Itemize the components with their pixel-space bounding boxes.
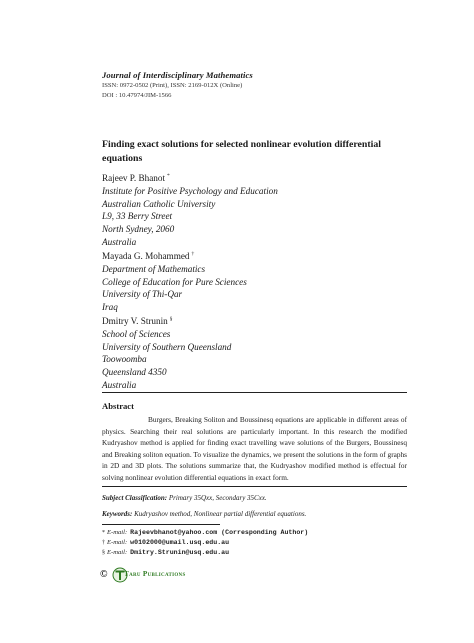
email-address[interactable]: w0102000@umail.usq.edu.au: [130, 539, 230, 546]
abstract-bottom-rule: [102, 486, 407, 487]
affiliation-line: School of Sciences: [102, 329, 171, 339]
author-name-text: Mayada G. Mohammed: [102, 251, 190, 261]
author-footnote-mark: *: [167, 173, 170, 179]
author-name: [102, 316, 173, 326]
paper-title-line-1: Finding exact solutions for selected nonlinear evolution differential: [102, 139, 381, 150]
abstract-top-rule: [102, 392, 407, 393]
journal-doi: DOI : 10.47974/JIM-1566: [102, 92, 172, 99]
affiliation-line: College of Education for Pure Sciences: [102, 276, 247, 287]
footnote-symbol: *: [102, 530, 105, 536]
affiliation-line: Department of Mathematics: [102, 264, 206, 274]
affiliation-line: Institute for Positive Psychology and Education: [102, 186, 278, 196]
abstract-text: Burgers, Breaking Soliton and Boussinesq equations are applicable in different areas of physics. Searching their real solutions are particularly important. In this research the modified Kudryashov method is applied for finding exact travelling wave solutions of the Burgers, Boussinesq and Breaking soliton equation. To visualize the dynamics, we present the solutions in the form of graphs in 2D and 3D plots. The solutions summarize that, the Kudryashov modified method is effectual for solving nonlinear evolution differential equations in exact form.: [102, 415, 407, 482]
author-name: [102, 251, 194, 261]
subject-classification-value: Primary 35Qxx, Secondary 35Cxx.: [168, 494, 267, 502]
author-footnote-mark: §: [169, 316, 173, 322]
author-affiliation: [102, 185, 278, 249]
keywords-value: Kudryashov method, Nonlinear partial differential equations.: [134, 510, 307, 518]
affiliation-line: Australian Catholic University: [102, 198, 216, 209]
paper-title-line-2: equations: [102, 152, 143, 164]
affiliation-line: North Sydney, 2060: [102, 224, 175, 235]
affiliation-line: University of Southern Queensland: [102, 341, 232, 352]
email-address[interactable]: Rajeevbhanot@yahoo.com (Corresponding Author): [130, 529, 309, 536]
author-footnote-mark: †: [191, 251, 195, 257]
email-footnote: [102, 539, 229, 546]
email-label: E-mail:: [107, 529, 128, 536]
email-footnote: [102, 529, 308, 536]
copyright-symbol: ©: [100, 569, 108, 580]
author-affiliation: [102, 263, 247, 314]
author-affiliation: [102, 328, 231, 392]
email-label: E-mail:: [107, 549, 128, 556]
author-name-text: Dmitry V. Strunin: [102, 316, 168, 326]
author-name-text: Rajeev P. Bhanot: [102, 173, 166, 183]
journal-issn: ISSN: 0972-0502 (Print), ISSN: 2169-012X (Online): [102, 82, 243, 89]
email-address[interactable]: Dmitry.Strunin@usq.edu.au: [130, 549, 230, 556]
journal-name: Journal of Interdisciplinary Mathematics: [102, 70, 253, 80]
footnote-rule: [102, 524, 220, 525]
affiliation-line: Toowoomba: [102, 354, 147, 365]
subject-classification-label: Subject Classification:: [102, 494, 168, 502]
publisher-name: Taru Publications: [124, 570, 186, 578]
paper-title: [102, 138, 402, 165]
footnote-symbol: §: [102, 550, 105, 556]
footnote-symbol: †: [102, 540, 105, 546]
subject-classification: [102, 494, 267, 502]
email-label: E-mail:: [107, 539, 128, 546]
affiliation-line: University of Thi-Qar: [102, 289, 183, 300]
keywords-label: Keywords:: [102, 510, 133, 518]
keywords: [102, 510, 306, 518]
affiliation-line: L9, 33 Berry Street: [102, 211, 173, 222]
affiliation-line: Australia: [102, 236, 137, 247]
affiliation-line: Queensland 4350: [102, 367, 167, 378]
email-footnote: [102, 549, 229, 556]
author-name: [102, 173, 170, 183]
affiliation-line: Australia: [102, 379, 137, 390]
affiliation-line: Iraq: [102, 302, 118, 313]
abstract-heading: Abstract: [102, 401, 134, 411]
